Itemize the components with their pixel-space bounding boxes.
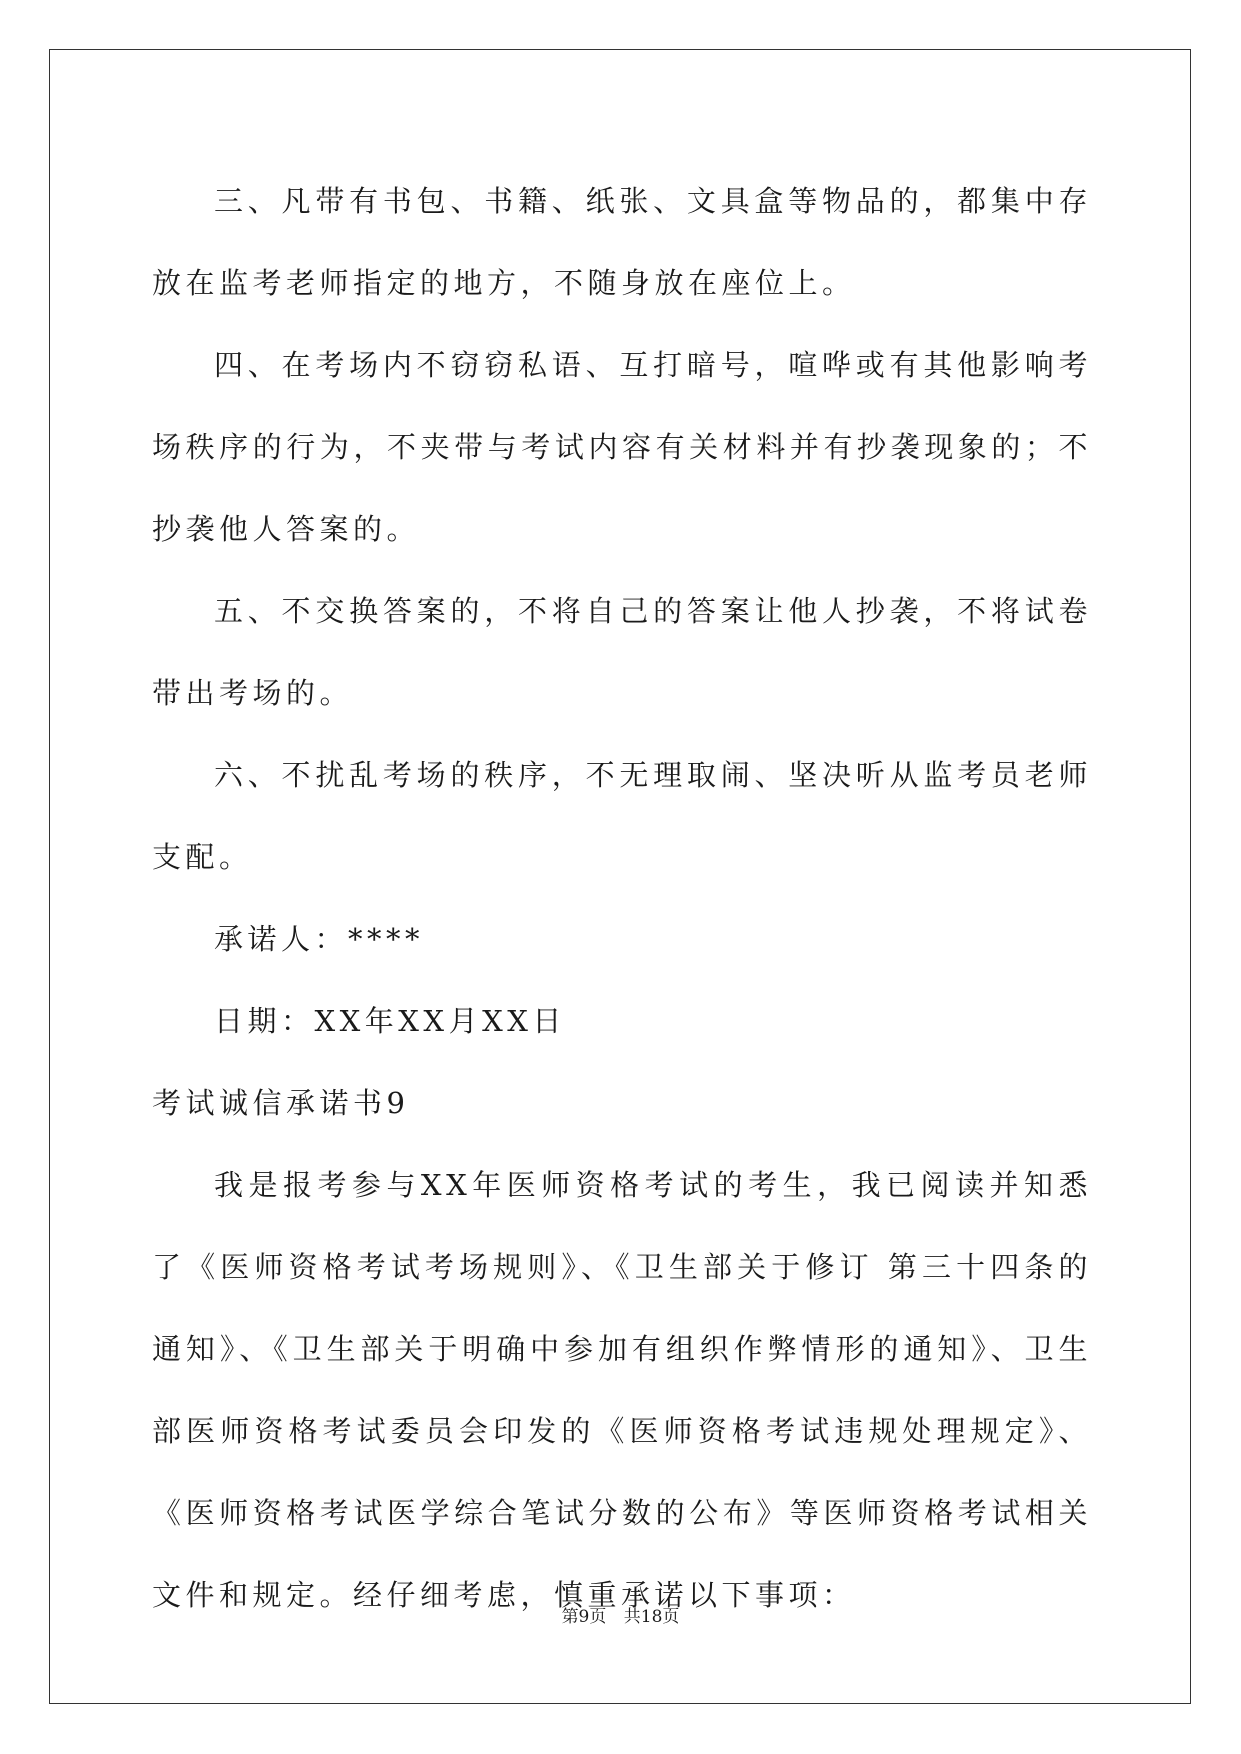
paragraph-item-five: 五、不交换答案的，不将自己的答案让他人抄袭，不将试卷带出考场的。 <box>152 594 1092 710</box>
paragraph-item-three: 三、凡带有书包、书籍、纸张、文具盒等物品的，都集中存放在监考老师指定的地方，不随身放在座位上。 <box>152 184 1092 300</box>
page-total: 共18页 <box>623 1607 680 1627</box>
section-paragraph: 我是报考参与XX年医师资格考试的考生，我已阅读并知悉了《医师资格考试考场规则》、《卫生部关于修订 第三十四条的通知》、《卫生部关于明确中参加有组织作弊情形的通知》、卫生部医师资格考试委员会印发的《医师资格考试违规处理规定》、《医师资格考试医学综合笔试分数的公布》等医师资格考试相关文件和规定。经仔细考虑，慎重承诺以下事项： <box>152 1168 1092 1612</box>
paragraph-item-six: 六、不扰乱考场的秩序，不无理取闹、坚决听从监考员老师支配。 <box>152 758 1092 874</box>
date-line: 日期：XX年XX月XX日 <box>214 1004 566 1038</box>
section-title: 考试诚信承诺书9 <box>152 1086 410 1120</box>
document-body <box>152 160 1092 1636</box>
page-footer <box>0 1602 1241 1627</box>
promisor-line: 承诺人：**** <box>214 922 425 956</box>
paragraph-item-four: 四、在考场内不窃窃私语、互打暗号，喧哗或有其他影响考场秩序的行为，不夹带与考试内容有关材料并有抄袭现象的；不抄袭他人答案的。 <box>152 348 1092 546</box>
page-number: 第9页 <box>561 1607 607 1627</box>
